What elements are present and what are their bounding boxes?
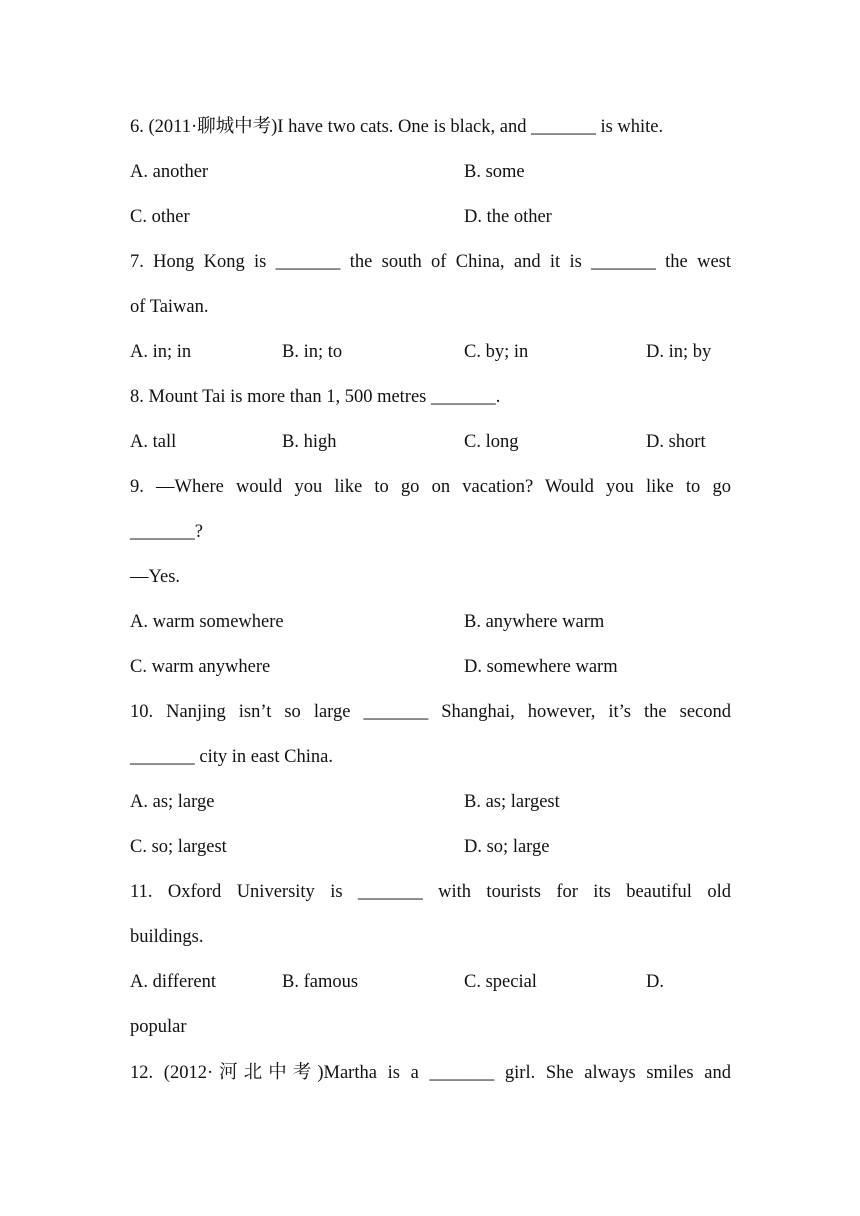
question-6-option-d: D. the other [464, 207, 552, 227]
question-9-options-row-2 [130, 654, 731, 680]
question-9-answer-line: —Yes. [130, 567, 181, 587]
question-7-option-a: A. in; in [130, 342, 192, 362]
question-10-option-a: A. as; large [130, 792, 215, 812]
question-8-option-b: B. high [282, 432, 337, 452]
question-10-option-b: B. as; largest [464, 792, 560, 812]
question-8-option-c: C. long [464, 432, 519, 452]
question-10-stem: 10. Nanjing isn’t so large _______ Shanghai, however, it’s the second [130, 702, 731, 722]
question-6-options-row-2 [130, 204, 731, 230]
question-10-option-c: C. so; largest [130, 837, 227, 857]
question-6-option-c: C. other [130, 207, 190, 227]
question-8-stem: 8. Mount Tai is more than 1, 500 metres _______. [130, 387, 501, 407]
question-10-options-row-1 [130, 789, 731, 815]
question-7-stem-continued: of Taiwan. [130, 297, 209, 317]
question-9-option-b: B. anywhere warm [464, 612, 605, 632]
question-11-option-b: B. famous [282, 972, 359, 992]
question-8-option-a: A. tall [130, 432, 177, 452]
question-7-option-b: B. in; to [282, 342, 343, 362]
question-10-options-row-2 [130, 834, 731, 860]
question-10-stem-continued: _______ city in east China. [130, 747, 333, 767]
question-6-stem: 6. (2011·聊城中考)I have two cats. One is black, and _______ is white. [130, 117, 664, 137]
question-6-options-row-1 [130, 159, 731, 185]
question-6-option-b: B. some [464, 162, 525, 182]
question-7-option-c: C. by; in [464, 342, 529, 362]
question-9-stem-continued: _______? [130, 522, 203, 542]
question-8-options [130, 429, 731, 455]
question-7-stem: 7. Hong Kong is _______ the south of China, and it is _______ the west [130, 252, 731, 272]
question-9-options-row-1 [130, 609, 731, 635]
question-11-option-d-continued: popular [130, 1017, 187, 1037]
question-11-stem-continued: buildings. [130, 927, 204, 947]
question-9-option-a: A. warm somewhere [130, 612, 284, 632]
question-7-option-d: D. in; by [646, 342, 712, 362]
question-11-option-a: A. different [130, 972, 216, 992]
question-10-option-d: D. so; large [464, 837, 550, 857]
question-9-option-c: C. warm anywhere [130, 657, 271, 677]
question-6-option-a: A. another [130, 162, 209, 182]
question-9-stem: 9. —Where would you like to go on vacation? Would you like to go [130, 477, 731, 497]
question-11-stem: 11. Oxford University is _______ with tourists for its beautiful old [130, 882, 731, 902]
question-9-option-d: D. somewhere warm [464, 657, 618, 677]
question-11-option-c: C. special [464, 972, 537, 992]
question-8-option-d: D. short [646, 432, 706, 452]
question-11-option-d: D. [646, 972, 664, 992]
question-7-options [130, 339, 731, 365]
question-12-stem: 12. (2012·河北中考)Martha is a _______ girl. She always smiles and [130, 1063, 731, 1083]
question-11-options [130, 969, 731, 995]
